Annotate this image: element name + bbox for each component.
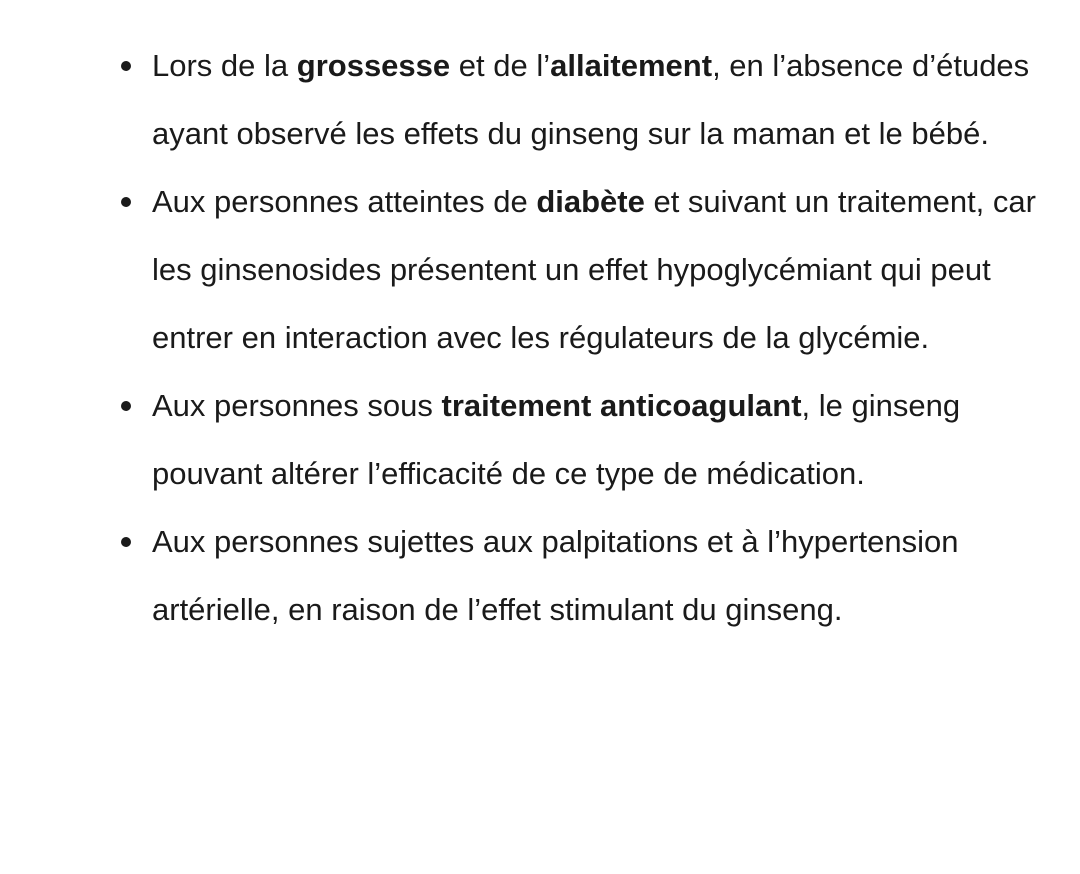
item-text: , le ginseng pouvant altérer l’efficacité de ce type de médication. xyxy=(152,388,961,491)
list-item xyxy=(0,32,1080,168)
bullet-icon xyxy=(121,401,131,411)
item-text: et suivant un traitement, car les ginsenosides présentent un effet hypoglycémiant qui peut entrer en interaction avec les régulateurs de la glycémie. xyxy=(152,184,1036,355)
list-item xyxy=(0,508,1080,644)
bullet-icon xyxy=(121,61,131,71)
item-emphasis: grossesse xyxy=(296,48,451,83)
item-emphasis: traitement anticoagulant xyxy=(441,388,802,423)
document-content xyxy=(0,32,1080,644)
item-emphasis: allaitement xyxy=(550,48,713,83)
bullet-icon xyxy=(121,537,131,547)
list-item xyxy=(0,372,1080,508)
item-text: et de l’ xyxy=(450,48,551,83)
precautions-list xyxy=(0,32,1080,644)
list-item xyxy=(0,168,1080,372)
item-text: Aux personnes sous xyxy=(152,388,442,423)
bullet-icon xyxy=(121,197,131,207)
item-emphasis: diabète xyxy=(536,184,645,219)
item-text: Lors de la xyxy=(152,48,297,83)
item-text: Aux personnes sujettes aux palpitations et à l’hypertension artérielle, en raison de l’effet stimulant du ginseng. xyxy=(152,524,959,627)
item-text: Aux personnes atteintes de xyxy=(152,184,537,219)
item-text: , en l’absence d’études ayant observé les effets du ginseng sur la maman et le bébé. xyxy=(152,48,1030,151)
